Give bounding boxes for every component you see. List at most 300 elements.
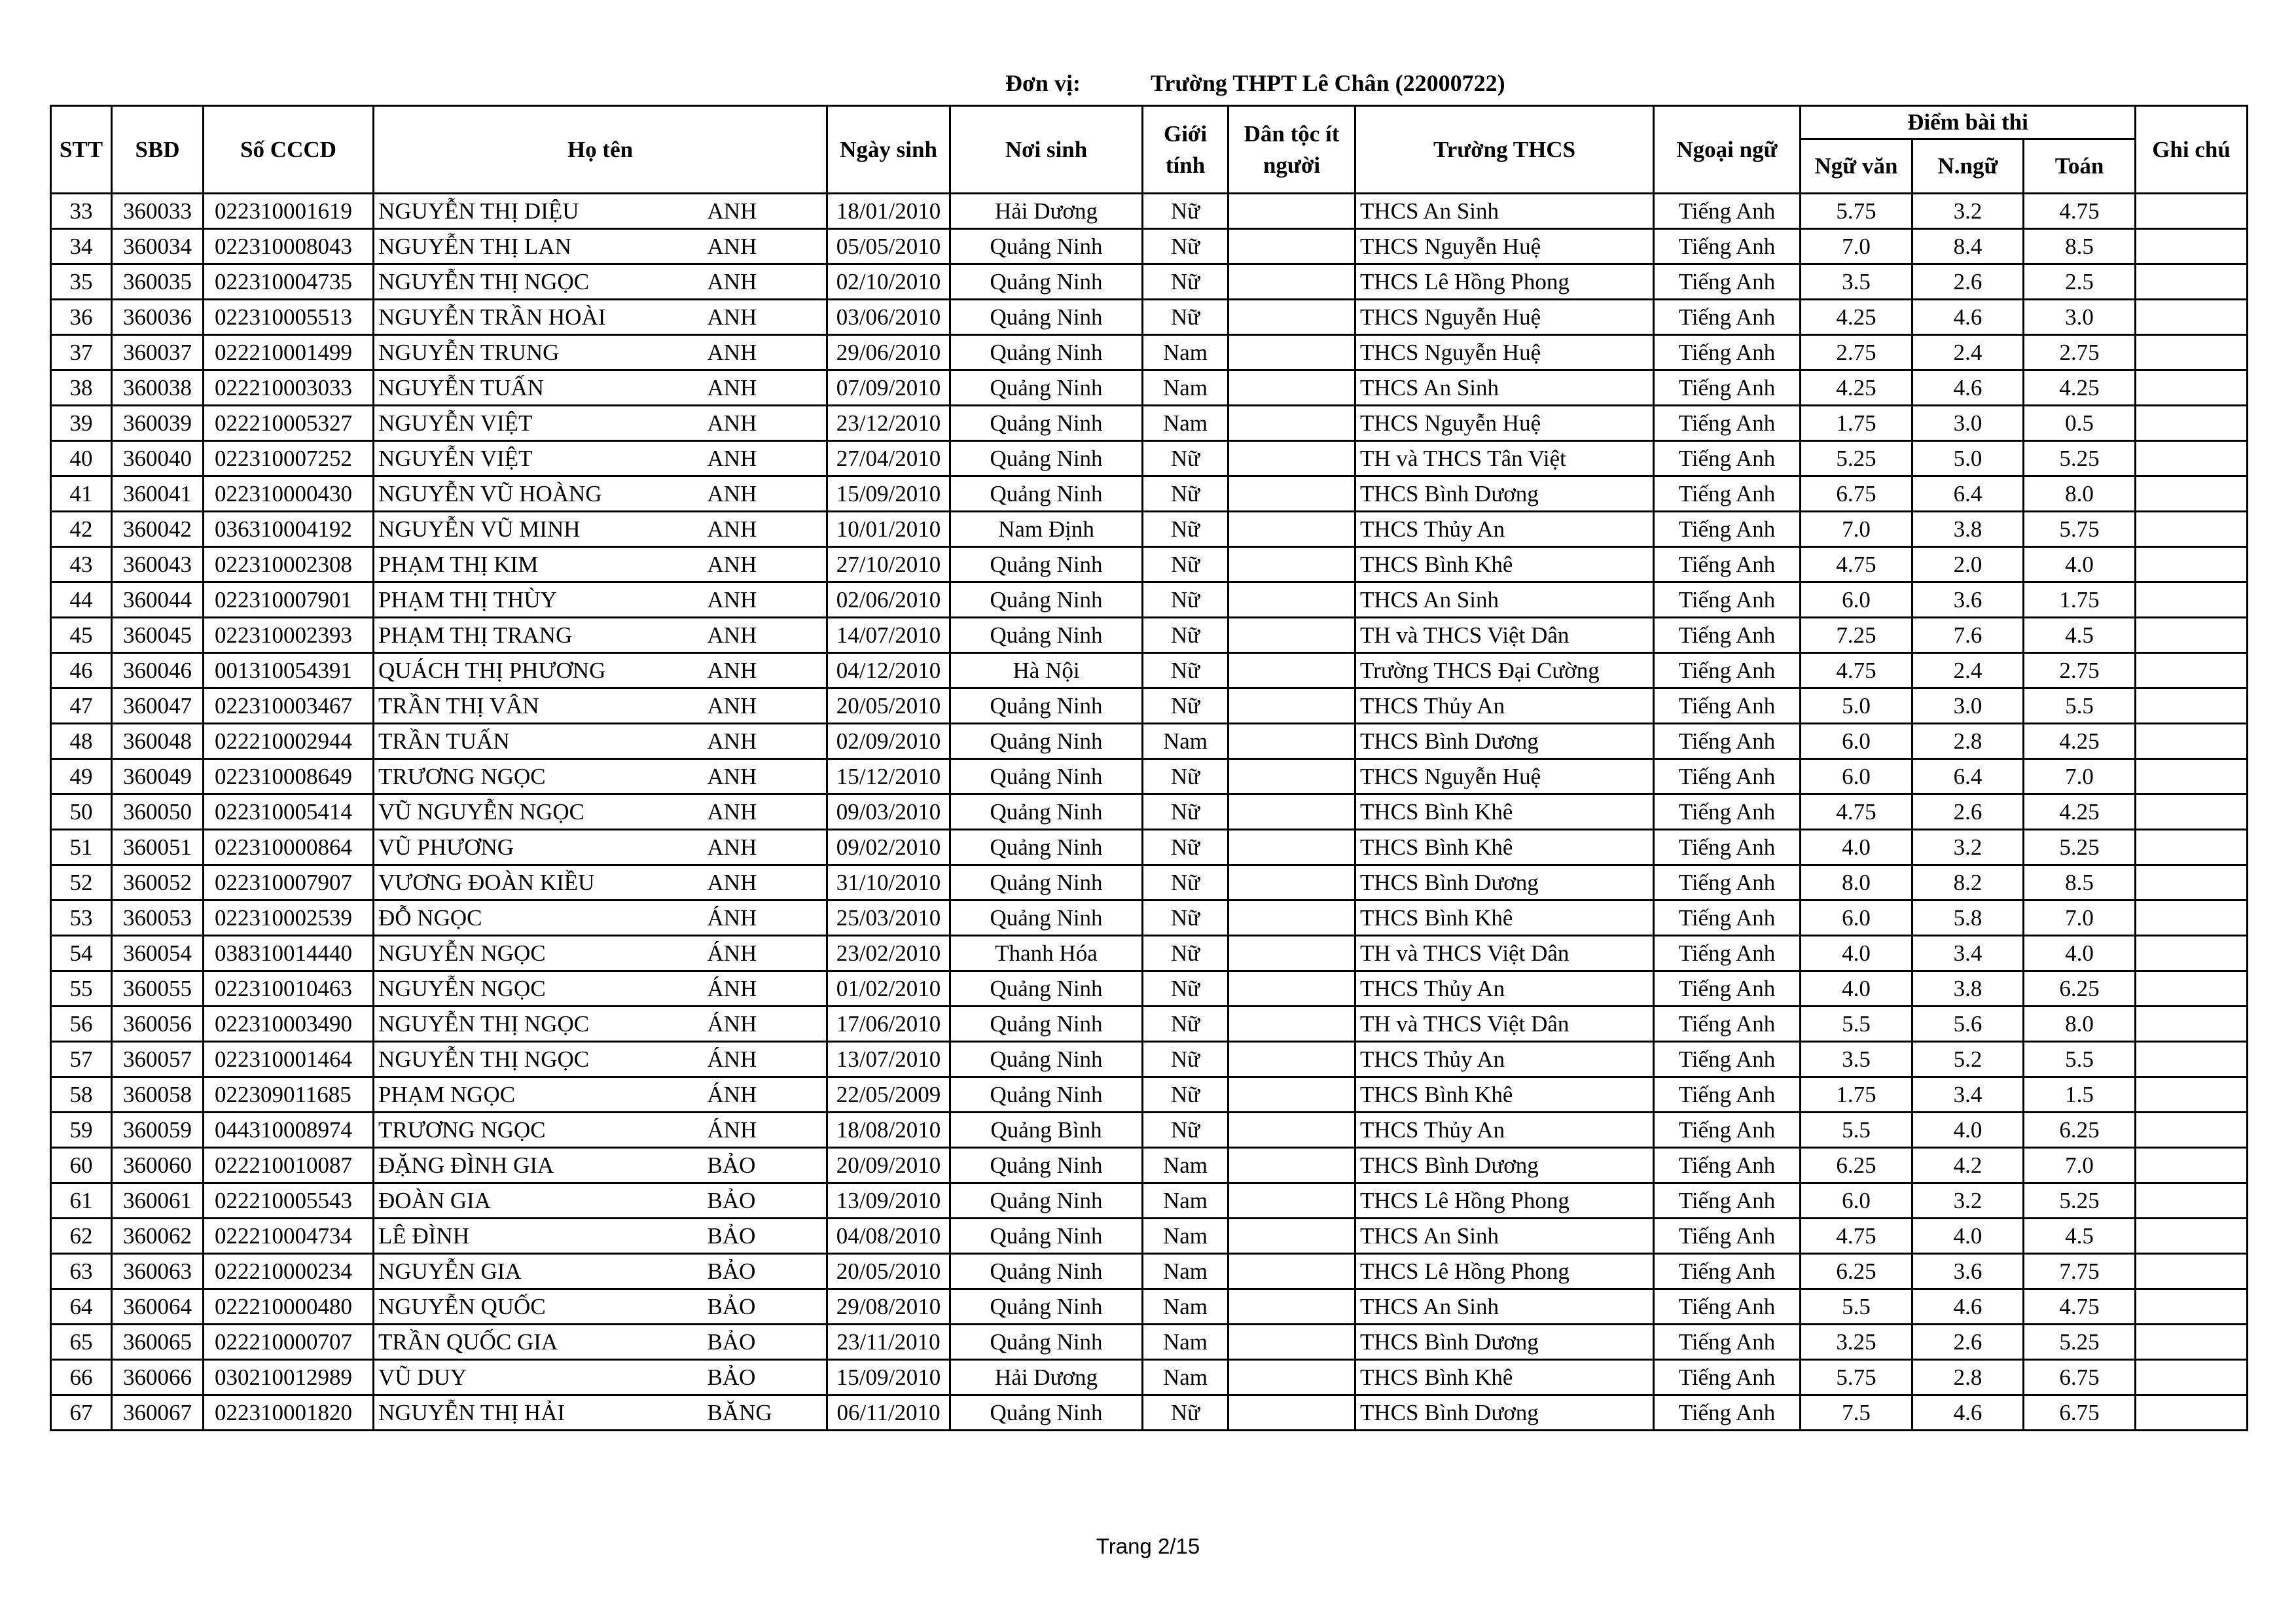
cell-given-name: BẢO xyxy=(708,1360,827,1395)
cell-surname: NGUYỄN NGỌC xyxy=(374,971,708,1007)
cell-ethnic xyxy=(1229,1148,1355,1183)
cell-stt: 54 xyxy=(51,936,112,971)
table-row xyxy=(51,1325,2248,1360)
cell-note xyxy=(2136,441,2248,476)
cell-note xyxy=(2136,971,2248,1007)
cell-lang: Tiếng Anh xyxy=(1654,1007,1801,1042)
cell-stt: 58 xyxy=(51,1077,112,1113)
col-math: Toán xyxy=(2024,139,2136,194)
cell-score-foreign: 2.4 xyxy=(1912,335,2024,370)
cell-score-foreign: 3.4 xyxy=(1912,1077,2024,1113)
cell-surname: NGUYỄN TRUNG xyxy=(374,335,708,370)
cell-ethnic xyxy=(1229,1289,1355,1325)
cell-cccd: 022310003467 xyxy=(204,688,374,724)
cell-school: THCS Nguyễn Huệ xyxy=(1355,759,1654,794)
table-row xyxy=(51,794,2248,830)
cell-pob: Quảng Ninh xyxy=(950,794,1143,830)
cell-given-name: ÁNH xyxy=(708,936,827,971)
cell-ethnic xyxy=(1229,901,1355,936)
cell-surname: NGUYỄN THỊ NGỌC xyxy=(374,1042,708,1077)
cell-pob: Quảng Ninh xyxy=(950,865,1143,901)
cell-score-foreign: 3.8 xyxy=(1912,512,2024,547)
cell-stt: 62 xyxy=(51,1219,112,1254)
cell-ethnic xyxy=(1229,582,1355,618)
cell-given-name: BĂNG xyxy=(708,1395,827,1431)
cell-school: THCS Bình Khê xyxy=(1355,901,1654,936)
cell-dob: 02/06/2010 xyxy=(827,582,950,618)
cell-school: THCS Nguyễn Huệ xyxy=(1355,335,1654,370)
cell-given-name: ANH xyxy=(708,335,827,370)
cell-score-foreign: 2.6 xyxy=(1912,1325,2024,1360)
cell-pob: Quảng Ninh xyxy=(950,1183,1143,1219)
col-scores-group: Điểm bài thi xyxy=(1801,106,2136,139)
cell-sbd: 360047 xyxy=(112,688,204,724)
cell-dob: 22/05/2009 xyxy=(827,1077,950,1113)
cell-cccd: 022310001619 xyxy=(204,194,374,229)
cell-score-lit: 3.25 xyxy=(1801,1325,1912,1360)
cell-surname: TRẦN QUỐC GIA xyxy=(374,1325,708,1360)
col-ethnic: Dân tộc ít người xyxy=(1229,106,1355,194)
cell-ethnic xyxy=(1229,1077,1355,1113)
cell-score-foreign: 3.0 xyxy=(1912,406,2024,441)
cell-dob: 02/09/2010 xyxy=(827,724,950,759)
cell-stt: 49 xyxy=(51,759,112,794)
cell-sbd: 360061 xyxy=(112,1183,204,1219)
cell-surname: PHẠM THỊ KIM xyxy=(374,547,708,582)
cell-sbd: 360046 xyxy=(112,653,204,688)
cell-gender: Nữ xyxy=(1143,300,1229,335)
cell-score-lit: 4.0 xyxy=(1801,971,1912,1007)
cell-lang: Tiếng Anh xyxy=(1654,229,1801,264)
cell-cccd: 022310001464 xyxy=(204,1042,374,1077)
cell-ethnic xyxy=(1229,476,1355,512)
cell-ethnic xyxy=(1229,300,1355,335)
cell-stt: 43 xyxy=(51,547,112,582)
cell-lang: Tiếng Anh xyxy=(1654,1289,1801,1325)
table-row xyxy=(51,476,2248,512)
cell-note xyxy=(2136,901,2248,936)
cell-ethnic xyxy=(1229,830,1355,865)
cell-score-math: 3.0 xyxy=(2024,300,2136,335)
cell-gender: Nữ xyxy=(1143,794,1229,830)
cell-school: THCS Lê Hồng Phong xyxy=(1355,1183,1654,1219)
cell-cccd: 022310010463 xyxy=(204,971,374,1007)
cell-ethnic xyxy=(1229,1113,1355,1148)
cell-gender: Nữ xyxy=(1143,582,1229,618)
cell-given-name: ANH xyxy=(708,547,827,582)
cell-sbd: 360033 xyxy=(112,194,204,229)
cell-score-lit: 8.0 xyxy=(1801,865,1912,901)
col-lang: Ngoại ngữ xyxy=(1654,106,1801,194)
cell-score-lit: 7.5 xyxy=(1801,1395,1912,1431)
cell-school: THCS An Sinh xyxy=(1355,194,1654,229)
cell-score-math: 2.75 xyxy=(2024,335,2136,370)
cell-note xyxy=(2136,830,2248,865)
cell-score-math: 7.75 xyxy=(2024,1254,2136,1289)
cell-lang: Tiếng Anh xyxy=(1654,653,1801,688)
cell-school: THCS Bình Khê xyxy=(1355,794,1654,830)
cell-pob: Quảng Ninh xyxy=(950,229,1143,264)
cell-ethnic xyxy=(1229,335,1355,370)
cell-pob: Quảng Bình xyxy=(950,1113,1143,1148)
cell-stt: 64 xyxy=(51,1289,112,1325)
cell-note xyxy=(2136,512,2248,547)
cell-stt: 36 xyxy=(51,300,112,335)
table-row xyxy=(51,1360,2248,1395)
cell-pob: Quảng Ninh xyxy=(950,300,1143,335)
cell-given-name: ANH xyxy=(708,759,827,794)
cell-lang: Tiếng Anh xyxy=(1654,724,1801,759)
cell-pob: Quảng Ninh xyxy=(950,1254,1143,1289)
cell-cccd: 001310054391 xyxy=(204,653,374,688)
cell-given-name: ANH xyxy=(708,582,827,618)
cell-score-lit: 6.0 xyxy=(1801,724,1912,759)
cell-pob: Quảng Ninh xyxy=(950,1289,1143,1325)
cell-score-foreign: 6.4 xyxy=(1912,759,2024,794)
table-row xyxy=(51,1042,2248,1077)
cell-given-name: ANH xyxy=(708,476,827,512)
cell-dob: 04/08/2010 xyxy=(827,1219,950,1254)
cell-score-foreign: 4.6 xyxy=(1912,300,2024,335)
cell-given-name: ANH xyxy=(708,688,827,724)
cell-score-math: 0.5 xyxy=(2024,406,2136,441)
cell-lang: Tiếng Anh xyxy=(1654,406,1801,441)
cell-stt: 52 xyxy=(51,865,112,901)
cell-note xyxy=(2136,194,2248,229)
cell-given-name: ÁNH xyxy=(708,1007,827,1042)
cell-cccd: 022210000234 xyxy=(204,1254,374,1289)
cell-score-foreign: 2.4 xyxy=(1912,653,2024,688)
cell-stt: 53 xyxy=(51,901,112,936)
cell-given-name: BẢO xyxy=(708,1289,827,1325)
cell-score-lit: 5.25 xyxy=(1801,441,1912,476)
cell-sbd: 360053 xyxy=(112,901,204,936)
table-row xyxy=(51,264,2248,300)
cell-gender: Nam xyxy=(1143,335,1229,370)
cell-school: THCS Nguyễn Huệ xyxy=(1355,229,1654,264)
cell-lang: Tiếng Anh xyxy=(1654,936,1801,971)
cell-gender: Nữ xyxy=(1143,688,1229,724)
cell-school: THCS Bình Dương xyxy=(1355,1325,1654,1360)
cell-score-lit: 4.75 xyxy=(1801,794,1912,830)
cell-ethnic xyxy=(1229,406,1355,441)
cell-given-name: ANH xyxy=(708,300,827,335)
col-name: Họ tên xyxy=(374,106,827,194)
cell-cccd: 022310002393 xyxy=(204,618,374,653)
table-row xyxy=(51,1113,2248,1148)
cell-dob: 02/10/2010 xyxy=(827,264,950,300)
cell-surname: TRẦN TUẤN xyxy=(374,724,708,759)
cell-pob: Quảng Ninh xyxy=(950,901,1143,936)
cell-lang: Tiếng Anh xyxy=(1654,618,1801,653)
cell-sbd: 360063 xyxy=(112,1254,204,1289)
table-row xyxy=(51,1254,2248,1289)
cell-note xyxy=(2136,370,2248,406)
cell-score-lit: 1.75 xyxy=(1801,406,1912,441)
cell-lang: Tiếng Anh xyxy=(1654,901,1801,936)
cell-school: Trường THCS Đại Cường xyxy=(1355,653,1654,688)
cell-sbd: 360048 xyxy=(112,724,204,759)
cell-score-foreign: 3.2 xyxy=(1912,830,2024,865)
cell-stt: 41 xyxy=(51,476,112,512)
cell-ethnic xyxy=(1229,1254,1355,1289)
cell-school: THCS Bình Khê xyxy=(1355,547,1654,582)
cell-score-foreign: 2.8 xyxy=(1912,1360,2024,1395)
cell-score-math: 8.5 xyxy=(2024,865,2136,901)
cell-gender: Nam xyxy=(1143,1360,1229,1395)
cell-surname: NGUYỄN THỊ HẢI xyxy=(374,1395,708,1431)
cell-school: THCS An Sinh xyxy=(1355,370,1654,406)
cell-stt: 55 xyxy=(51,971,112,1007)
cell-dob: 25/03/2010 xyxy=(827,901,950,936)
cell-given-name: ANH xyxy=(708,194,827,229)
cell-given-name: ÁNH xyxy=(708,901,827,936)
cell-pob: Quảng Ninh xyxy=(950,618,1143,653)
cell-pob: Quảng Ninh xyxy=(950,547,1143,582)
cell-surname: VŨ DUY xyxy=(374,1360,708,1395)
cell-score-math: 4.5 xyxy=(2024,618,2136,653)
cell-stt: 34 xyxy=(51,229,112,264)
table-row xyxy=(51,370,2248,406)
cell-score-math: 5.25 xyxy=(2024,441,2136,476)
cell-given-name: BẢO xyxy=(708,1148,827,1183)
cell-gender: Nam xyxy=(1143,406,1229,441)
cell-gender: Nữ xyxy=(1143,865,1229,901)
cell-given-name: ANH xyxy=(708,370,827,406)
cell-score-lit: 7.0 xyxy=(1801,512,1912,547)
cell-given-name: ANH xyxy=(708,441,827,476)
cell-score-lit: 7.25 xyxy=(1801,618,1912,653)
cell-score-math: 7.0 xyxy=(2024,759,2136,794)
cell-sbd: 360059 xyxy=(112,1113,204,1148)
cell-score-math: 4.25 xyxy=(2024,794,2136,830)
cell-note xyxy=(2136,1395,2248,1431)
cell-pob: Quảng Ninh xyxy=(950,1219,1143,1254)
cell-stt: 46 xyxy=(51,653,112,688)
cell-pob: Quảng Ninh xyxy=(950,406,1143,441)
cell-score-math: 1.75 xyxy=(2024,582,2136,618)
cell-ethnic xyxy=(1229,1007,1355,1042)
cell-stt: 39 xyxy=(51,406,112,441)
cell-school: THCS Bình Khê xyxy=(1355,830,1654,865)
cell-surname: NGUYỄN QUỐC xyxy=(374,1289,708,1325)
cell-note xyxy=(2136,547,2248,582)
cell-cccd: 022310003490 xyxy=(204,1007,374,1042)
cell-pob: Quảng Ninh xyxy=(950,830,1143,865)
cell-score-foreign: 3.0 xyxy=(1912,688,2024,724)
cell-given-name: ANH xyxy=(708,794,827,830)
cell-note xyxy=(2136,335,2248,370)
table-row xyxy=(51,194,2248,229)
cell-sbd: 360064 xyxy=(112,1289,204,1325)
table-row xyxy=(51,865,2248,901)
cell-stt: 45 xyxy=(51,618,112,653)
cell-gender: Nữ xyxy=(1143,901,1229,936)
cell-score-foreign: 3.8 xyxy=(1912,971,2024,1007)
col-foreign: N.ngữ xyxy=(1912,139,2024,194)
cell-stt: 61 xyxy=(51,1183,112,1219)
cell-score-foreign: 7.6 xyxy=(1912,618,2024,653)
cell-score-lit: 5.5 xyxy=(1801,1113,1912,1148)
cell-dob: 10/01/2010 xyxy=(827,512,950,547)
cell-dob: 23/12/2010 xyxy=(827,406,950,441)
cell-score-math: 5.5 xyxy=(2024,1042,2136,1077)
cell-lang: Tiếng Anh xyxy=(1654,1395,1801,1431)
cell-surname: PHẠM THỊ TRANG xyxy=(374,618,708,653)
cell-gender: Nữ xyxy=(1143,1395,1229,1431)
cell-note xyxy=(2136,759,2248,794)
cell-score-foreign: 4.0 xyxy=(1912,1219,2024,1254)
cell-note xyxy=(2136,1077,2248,1113)
cell-lang: Tiếng Anh xyxy=(1654,194,1801,229)
cell-lang: Tiếng Anh xyxy=(1654,476,1801,512)
cell-stt: 40 xyxy=(51,441,112,476)
cell-ethnic xyxy=(1229,547,1355,582)
cell-stt: 33 xyxy=(51,194,112,229)
cell-pob: Hải Dương xyxy=(950,1360,1143,1395)
cell-gender: Nữ xyxy=(1143,441,1229,476)
cell-school: TH và THCS Việt Dân xyxy=(1355,1007,1654,1042)
cell-ethnic xyxy=(1229,1219,1355,1254)
cell-school: THCS Lê Hồng Phong xyxy=(1355,264,1654,300)
cell-ethnic xyxy=(1229,441,1355,476)
cell-score-math: 4.25 xyxy=(2024,724,2136,759)
table-row xyxy=(51,300,2248,335)
cell-surname: NGUYỄN VŨ MINH xyxy=(374,512,708,547)
cell-gender: Nữ xyxy=(1143,1077,1229,1113)
cell-score-foreign: 3.2 xyxy=(1912,1183,2024,1219)
cell-pob: Quảng Ninh xyxy=(950,264,1143,300)
cell-pob: Quảng Ninh xyxy=(950,582,1143,618)
cell-note xyxy=(2136,476,2248,512)
cell-score-foreign: 3.6 xyxy=(1912,1254,2024,1289)
cell-ethnic xyxy=(1229,688,1355,724)
cell-lang: Tiếng Anh xyxy=(1654,1077,1801,1113)
cell-score-lit: 4.75 xyxy=(1801,1219,1912,1254)
col-note: Ghi chú xyxy=(2136,106,2248,194)
cell-sbd: 360049 xyxy=(112,759,204,794)
results-table xyxy=(50,105,2248,1431)
cell-ethnic xyxy=(1229,1042,1355,1077)
cell-given-name: ANH xyxy=(708,229,827,264)
table-row xyxy=(51,229,2248,264)
table-row xyxy=(51,653,2248,688)
cell-score-math: 5.75 xyxy=(2024,512,2136,547)
cell-school: THCS Thủy An xyxy=(1355,971,1654,1007)
cell-pob: Quảng Ninh xyxy=(950,971,1143,1007)
cell-score-math: 8.0 xyxy=(2024,1007,2136,1042)
cell-score-foreign: 4.6 xyxy=(1912,1289,2024,1325)
table-row xyxy=(51,1148,2248,1183)
cell-cccd: 022310005414 xyxy=(204,794,374,830)
cell-gender: Nữ xyxy=(1143,830,1229,865)
cell-sbd: 360044 xyxy=(112,582,204,618)
cell-score-foreign: 4.2 xyxy=(1912,1148,2024,1183)
cell-dob: 15/12/2010 xyxy=(827,759,950,794)
cell-surname: LÊ ĐÌNH xyxy=(374,1219,708,1254)
cell-surname: TRƯƠNG NGỌC xyxy=(374,759,708,794)
table-row xyxy=(51,1289,2248,1325)
cell-stt: 65 xyxy=(51,1325,112,1360)
cell-sbd: 360065 xyxy=(112,1325,204,1360)
cell-surname: PHẠM NGỌC xyxy=(374,1077,708,1113)
cell-note xyxy=(2136,264,2248,300)
cell-dob: 06/11/2010 xyxy=(827,1395,950,1431)
cell-dob: 13/09/2010 xyxy=(827,1183,950,1219)
cell-surname: NGUYỄN TUẤN xyxy=(374,370,708,406)
cell-score-foreign: 8.4 xyxy=(1912,229,2024,264)
cell-gender: Nữ xyxy=(1143,194,1229,229)
cell-note xyxy=(2136,1360,2248,1395)
cell-pob: Quảng Ninh xyxy=(950,1325,1143,1360)
cell-score-foreign: 5.6 xyxy=(1912,1007,2024,1042)
table-row xyxy=(51,759,2248,794)
cell-score-lit: 5.75 xyxy=(1801,194,1912,229)
cell-note xyxy=(2136,1183,2248,1219)
cell-school: THCS An Sinh xyxy=(1355,1289,1654,1325)
cell-dob: 20/09/2010 xyxy=(827,1148,950,1183)
cell-dob: 29/06/2010 xyxy=(827,335,950,370)
cell-lang: Tiếng Anh xyxy=(1654,1148,1801,1183)
cell-surname: NGUYỄN THỊ NGỌC xyxy=(374,264,708,300)
cell-sbd: 360037 xyxy=(112,335,204,370)
cell-gender: Nữ xyxy=(1143,476,1229,512)
cell-school: THCS Bình Dương xyxy=(1355,865,1654,901)
cell-given-name: ÁNH xyxy=(708,971,827,1007)
table-row xyxy=(51,1219,2248,1254)
cell-dob: 04/12/2010 xyxy=(827,653,950,688)
cell-score-math: 4.75 xyxy=(2024,1289,2136,1325)
cell-gender: Nữ xyxy=(1143,618,1229,653)
cell-pob: Quảng Ninh xyxy=(950,335,1143,370)
cell-sbd: 360036 xyxy=(112,300,204,335)
cell-score-foreign: 4.6 xyxy=(1912,370,2024,406)
cell-school: THCS Thủy An xyxy=(1355,688,1654,724)
cell-score-foreign: 3.4 xyxy=(1912,936,2024,971)
cell-pob: Quảng Ninh xyxy=(950,441,1143,476)
cell-school: THCS An Sinh xyxy=(1355,1219,1654,1254)
col-dob: Ngày sinh xyxy=(827,106,950,194)
cell-stt: 47 xyxy=(51,688,112,724)
page-number: Trang 2/15 xyxy=(1096,1534,1200,1558)
cell-note xyxy=(2136,1219,2248,1254)
cell-pob: Quảng Ninh xyxy=(950,724,1143,759)
table-row xyxy=(51,406,2248,441)
cell-cccd: 022310007901 xyxy=(204,582,374,618)
cell-cccd: 022210000480 xyxy=(204,1289,374,1325)
cell-ethnic xyxy=(1229,971,1355,1007)
cell-score-foreign: 4.6 xyxy=(1912,1395,2024,1431)
cell-school: TH và THCS Tân Việt xyxy=(1355,441,1654,476)
cell-pob: Quảng Ninh xyxy=(950,476,1143,512)
cell-school: THCS Lê Hồng Phong xyxy=(1355,1254,1654,1289)
cell-score-math: 8.5 xyxy=(2024,229,2136,264)
cell-given-name: ANH xyxy=(708,618,827,653)
cell-dob: 20/05/2010 xyxy=(827,688,950,724)
cell-score-lit: 6.0 xyxy=(1801,759,1912,794)
cell-cccd: 030210012989 xyxy=(204,1360,374,1395)
cell-lang: Tiếng Anh xyxy=(1654,370,1801,406)
cell-score-lit: 6.75 xyxy=(1801,476,1912,512)
cell-score-math: 6.25 xyxy=(2024,971,2136,1007)
cell-given-name: ANH xyxy=(708,512,827,547)
cell-score-math: 4.0 xyxy=(2024,936,2136,971)
cell-note xyxy=(2136,618,2248,653)
cell-score-lit: 4.0 xyxy=(1801,830,1912,865)
cell-pob: Quảng Ninh xyxy=(950,1007,1143,1042)
cell-given-name: BẢO xyxy=(708,1325,827,1360)
cell-surname: QUÁCH THỊ PHƯƠNG xyxy=(374,653,708,688)
